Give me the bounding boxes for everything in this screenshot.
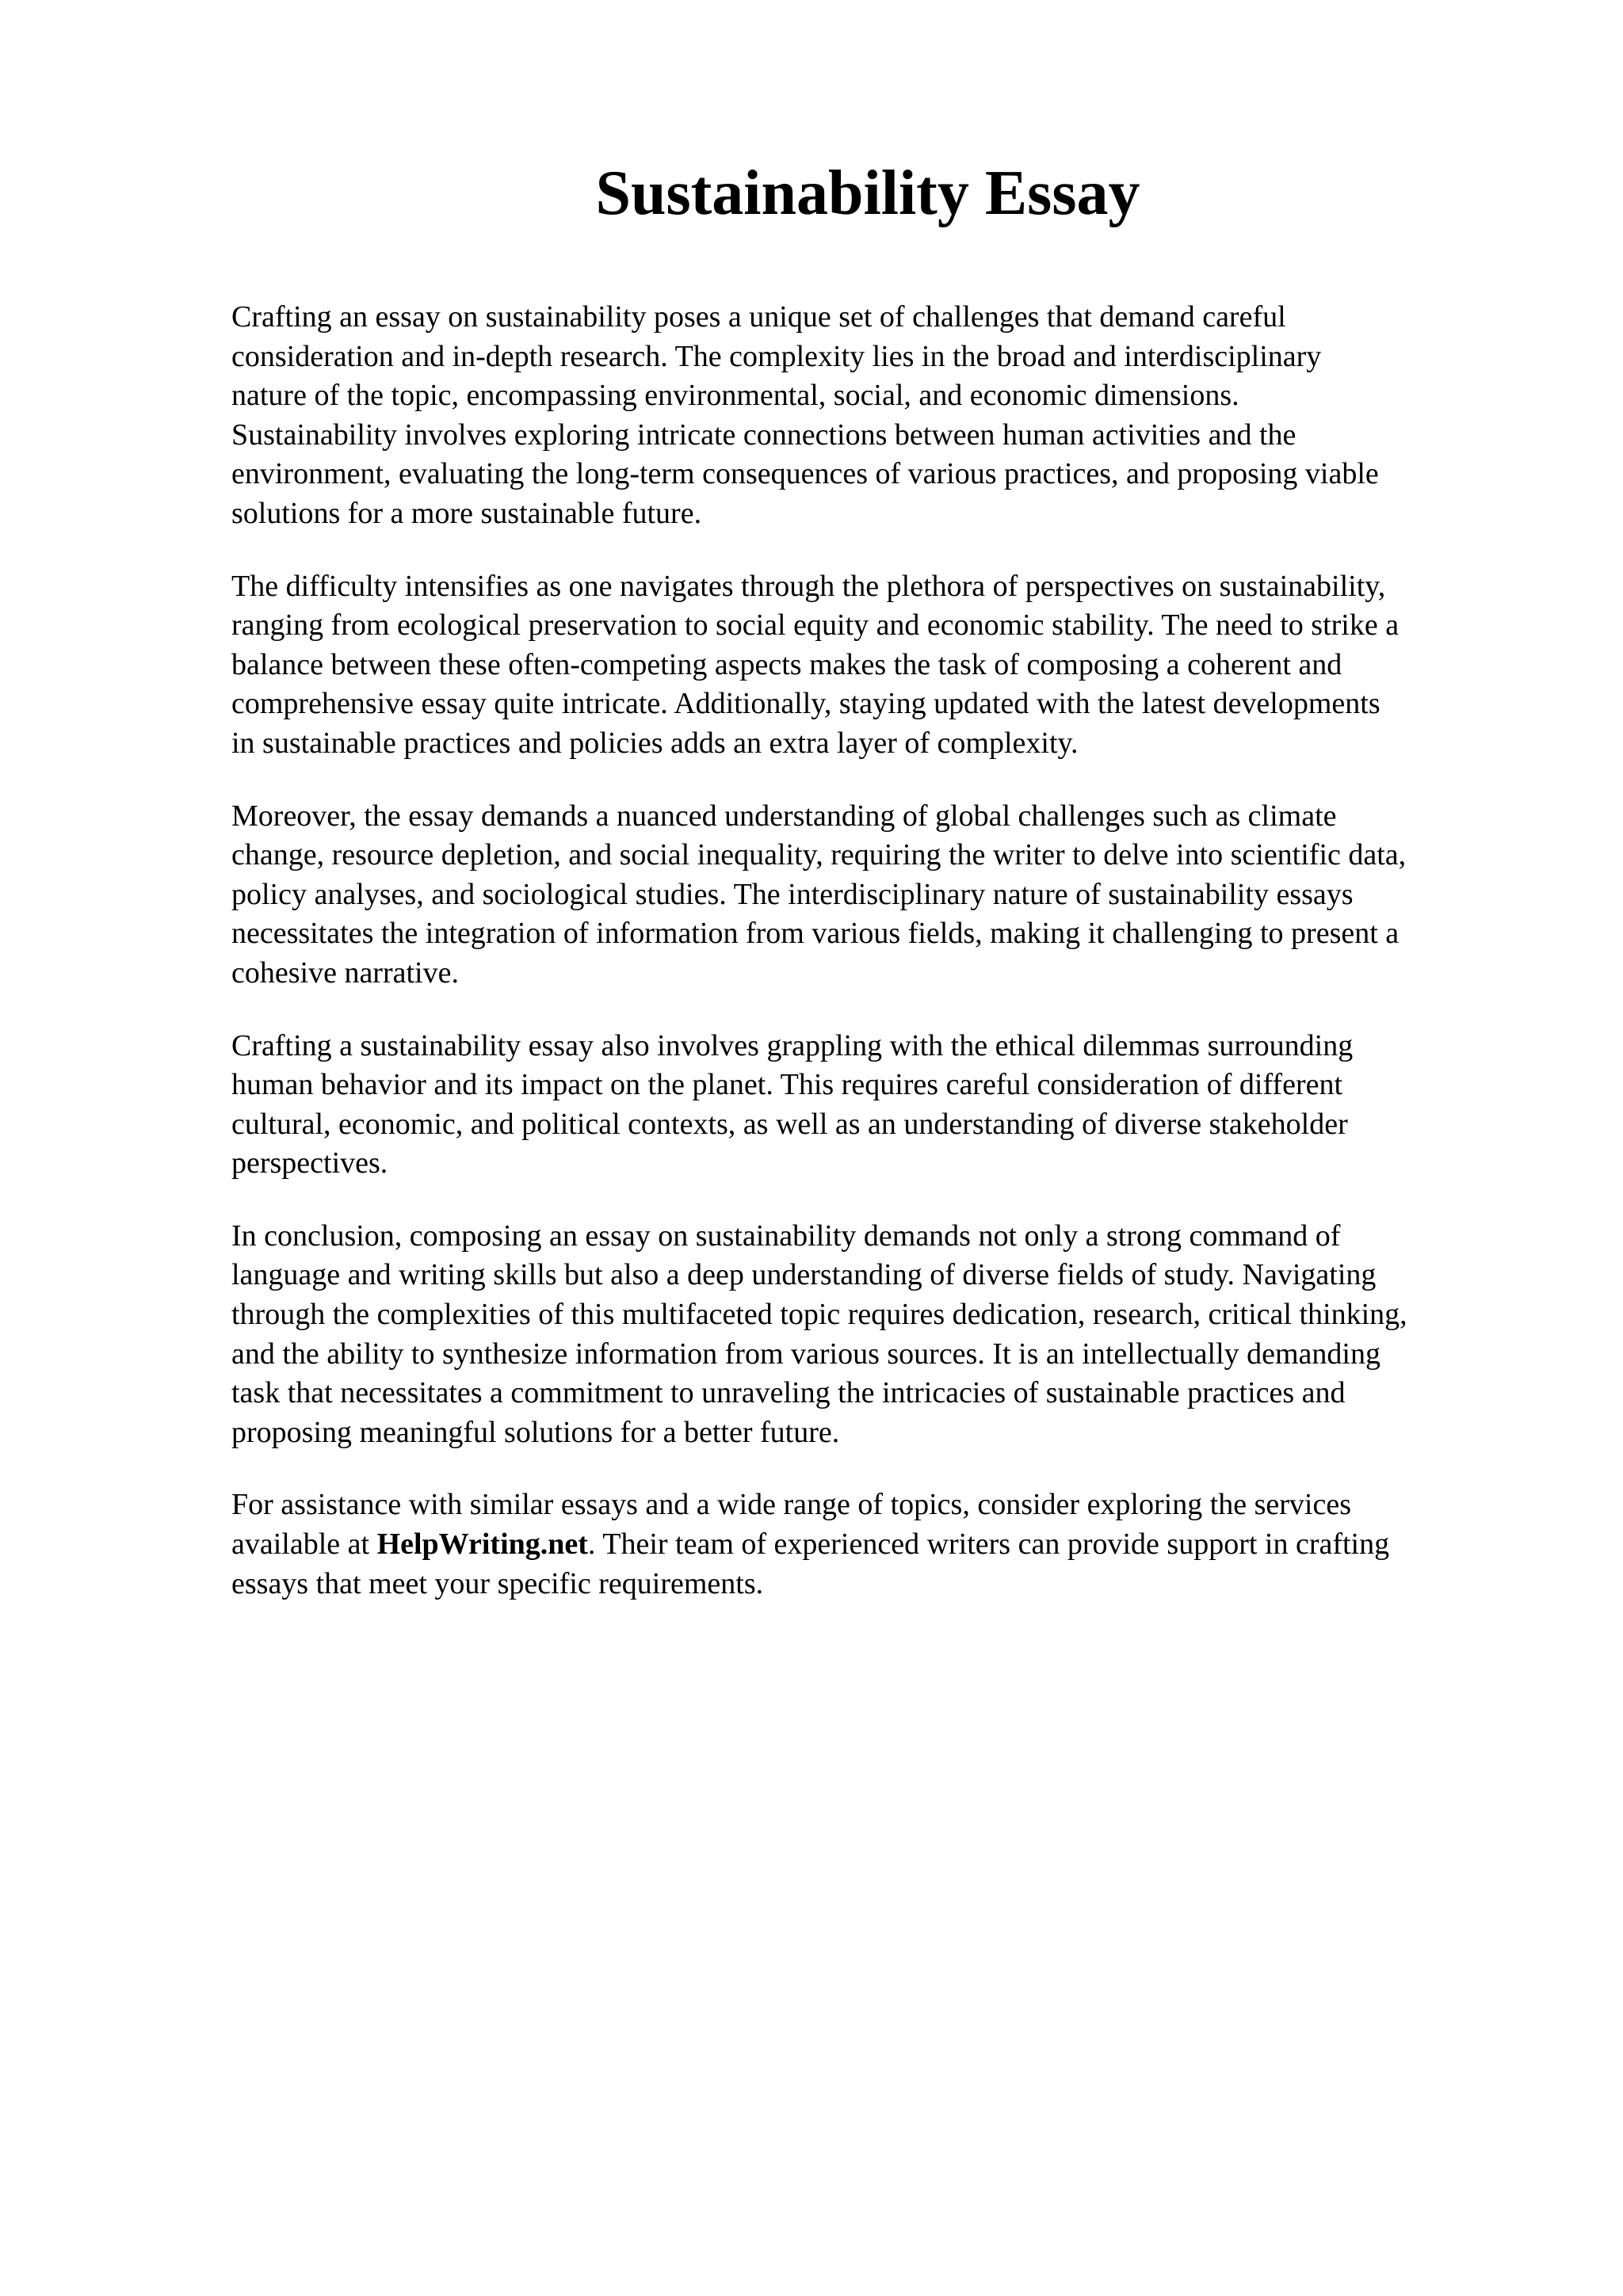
text-line: perspectives. <box>231 1146 388 1180</box>
paragraph-5 <box>231 1217 1531 1453</box>
text-line: essays that meet your specific requirements. <box>231 1566 764 1600</box>
text-line: nature of the topic, encompassing environmental, social, and economic dimensions. <box>231 379 1239 413</box>
text-line: comprehensive essay quite intricate. Additionally, staying updated with the latest developments <box>231 687 1381 721</box>
text-line: environment, evaluating the long-term consequences of various practices, and proposing viable <box>231 457 1379 491</box>
brand-name: HelpWriting.net <box>376 1527 588 1562</box>
text-segment: available at <box>231 1527 377 1562</box>
paragraph-2 <box>231 567 1531 764</box>
text-line: language and writing skills but also a deep understanding of diverse fields of study. Navigating <box>231 1258 1377 1292</box>
text-line: in sustainable practices and policies adds an extra layer of complexity. <box>231 726 1079 760</box>
text-line: solutions for a more sustainable future. <box>231 496 702 530</box>
paragraph-closing <box>231 1486 1531 1604</box>
text-line: The difficulty intensifies as one navigates through the plethora of perspectives on sustainability, <box>231 569 1386 603</box>
text-line: and the ability to synthesize information from various sources. It is an intellectually demanding <box>231 1337 1381 1371</box>
text-line: consideration and in-depth research. The complexity lies in the broad and interdisciplinary <box>231 339 1322 373</box>
text-line: task that necessitates a commitment to unraveling the intricacies of sustainable practices and <box>231 1376 1346 1410</box>
page-title: Sustainability Essay <box>595 158 1140 228</box>
text-line: Crafting an essay on sustainability poses a unique set of challenges that demand careful <box>231 300 1286 334</box>
text-line: change, resource depletion, and social inequality, requiring the writer to delve into scientific data, <box>231 838 1407 872</box>
paragraph-3 <box>231 797 1531 994</box>
paragraph-1 <box>231 298 1531 534</box>
text-line: Crafting a sustainability essay also involves grappling with the ethical dilemmas surrounding <box>231 1028 1354 1062</box>
text-line: human behavior and its impact on the planet. This requires careful consideration of different <box>231 1068 1343 1102</box>
text-line: through the complexities of this multifaceted topic requires dedication, research, critical thinking, <box>231 1298 1407 1332</box>
text-segment: . Their team of experienced writers can provide support in crafting <box>587 1527 1390 1562</box>
text-line: balance between these often-competing aspects makes the task of composing a coherent and <box>231 647 1342 681</box>
text-line: ranging from ecological preservation to social equity and economic stability. The need to strike a <box>231 608 1400 643</box>
paragraph-4 <box>231 1027 1531 1184</box>
text-line: necessitates the integration of information from various fields, making it challenging to present a <box>231 917 1400 951</box>
text-line: Moreover, the essay demands a nuanced understanding of global challenges such as climate <box>231 799 1337 833</box>
text-line: policy analyses, and sociological studies. The interdisciplinary nature of sustainability essays <box>231 877 1354 911</box>
text-line: cohesive narrative. <box>231 955 459 990</box>
text-line: For assistance with similar essays and a wide range of topics, consider exploring the services <box>231 1488 1352 1522</box>
text-line: Sustainability involves exploring intricate connections between human activities and the <box>231 418 1296 452</box>
text-line: In conclusion, composing an essay on sustainability demands not only a strong command of <box>231 1219 1341 1253</box>
text-line-with-link <box>231 1525 1531 1565</box>
text-line: proposing meaningful solutions for a better future. <box>231 1415 840 1449</box>
text-line: cultural, economic, and political contexts, as well as an understanding of diverse stakeholder <box>231 1107 1348 1141</box>
essay-body <box>231 298 1531 1637</box>
